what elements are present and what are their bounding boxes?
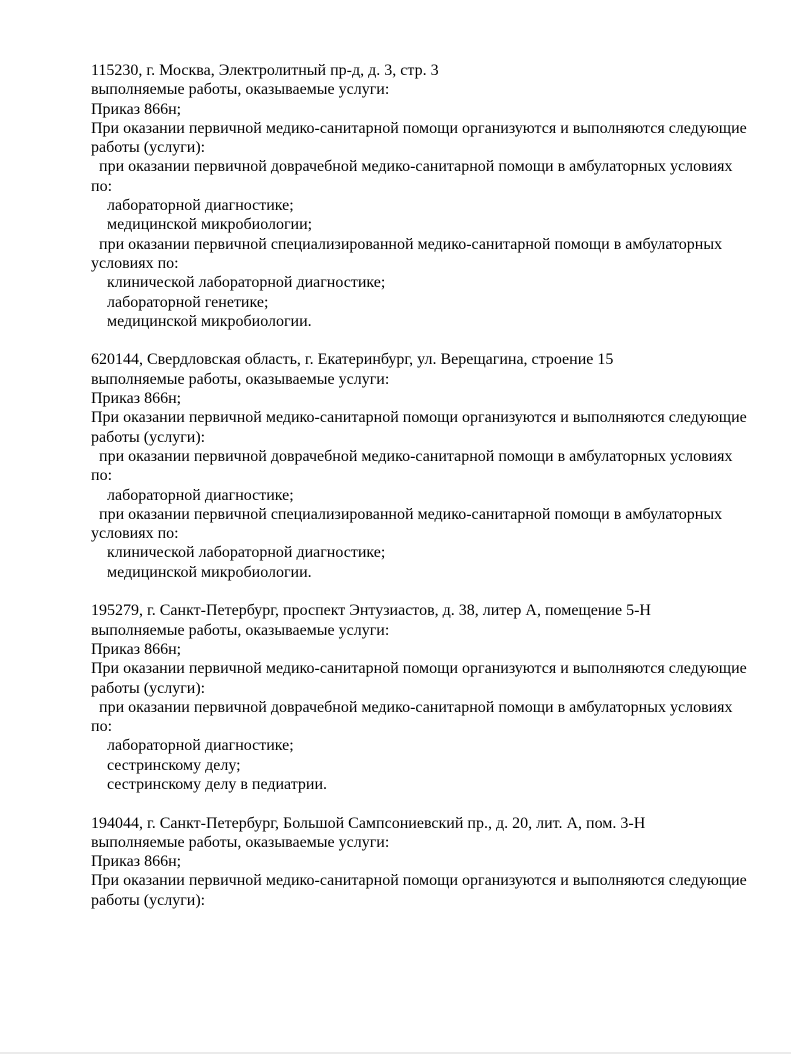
document-line: по:	[91, 467, 113, 485]
document-line: при оказании первичной доврачебной медико-санитарной помощи в амбулаторных условиях	[91, 158, 733, 176]
document-line: выполняемые работы, оказываемые услуги:	[91, 370, 390, 388]
document-line: медицинской микробиологии;	[91, 216, 313, 234]
document-line: работы (услуги):	[91, 891, 206, 909]
document-line: условиях по:	[91, 254, 179, 272]
document-line: при оказании первичной доврачебной медико-санитарной помощи в амбулаторных условиях	[91, 447, 733, 465]
license-section	[91, 814, 747, 910]
document-line: При оказании первичной медико-санитарной помощи организуются и выполняются следующие	[91, 409, 747, 427]
document-line: клинической лабораторной диагностике;	[91, 544, 386, 562]
document-line: работы (услуги):	[91, 679, 206, 697]
document-line: сестринскому делу в педиатрии.	[91, 775, 328, 793]
document-line: При оказании первичной медико-санитарной помощи организуются и выполняются следующие	[91, 872, 747, 890]
document-line: лабораторной диагностике;	[91, 197, 294, 215]
document-line: Приказ 866н;	[91, 390, 182, 408]
document-line: выполняемые работы, оказываемые услуги:	[91, 833, 390, 851]
address-line: 195279, г. Санкт-Петербург, проспект Энтузиастов, д. 38, литер А, помещение 5-Н	[91, 602, 651, 620]
document-line: при оказании первичной специализированной медико-санитарной помощи в амбулаторных	[91, 505, 723, 523]
address-line: 194044, г. Санкт-Петербург, Большой Сампсониевский пр., д. 20, лит. А, пом. 3-Н	[91, 814, 646, 832]
document-line: выполняемые работы, оказываемые услуги:	[91, 621, 390, 639]
document-line: при оказании первичной доврачебной медико-санитарной помощи в амбулаторных условиях	[91, 698, 733, 716]
document-line: выполняемые работы, оказываемые услуги:	[91, 81, 390, 99]
document-line: по:	[91, 177, 113, 195]
document-line: медицинской микробиологии.	[91, 563, 312, 581]
document-line: При оказании первичной медико-санитарной помощи организуются и выполняются следующие	[91, 660, 747, 678]
license-section	[91, 601, 747, 794]
license-section	[91, 61, 747, 331]
document-content	[91, 61, 747, 929]
document-line: При оказании первичной медико-санитарной помощи организуются и выполняются следующие	[91, 119, 747, 137]
document-line: клинической лабораторной диагностике;	[91, 274, 386, 292]
document-line: лабораторной диагностике;	[91, 737, 294, 755]
address-line: 115230, г. Москва, Электролитный пр-д, д. 3, стр. 3	[91, 62, 439, 79]
document-line: работы (услуги):	[91, 139, 206, 157]
document-line: Приказ 866н;	[91, 100, 182, 118]
document-line: Приказ 866н;	[91, 640, 182, 658]
document-line: условиях по:	[91, 525, 179, 543]
document-line: Приказ 866н;	[91, 853, 182, 871]
document-line: при оказании первичной специализированной медико-санитарной помощи в амбулаторных	[91, 235, 723, 253]
address-line: 620144, Свердловская область, г. Екатеринбург, ул. Верещагина, строение 15	[91, 351, 614, 369]
document-line: лабораторной диагностике;	[91, 486, 294, 504]
document-line: лабораторной генетике;	[91, 293, 269, 311]
license-section	[91, 350, 747, 582]
document-line: по:	[91, 718, 113, 736]
document-line: сестринскому делу;	[91, 756, 241, 774]
document-line: работы (услуги):	[91, 428, 206, 446]
document-line: медицинской микробиологии.	[91, 312, 312, 330]
